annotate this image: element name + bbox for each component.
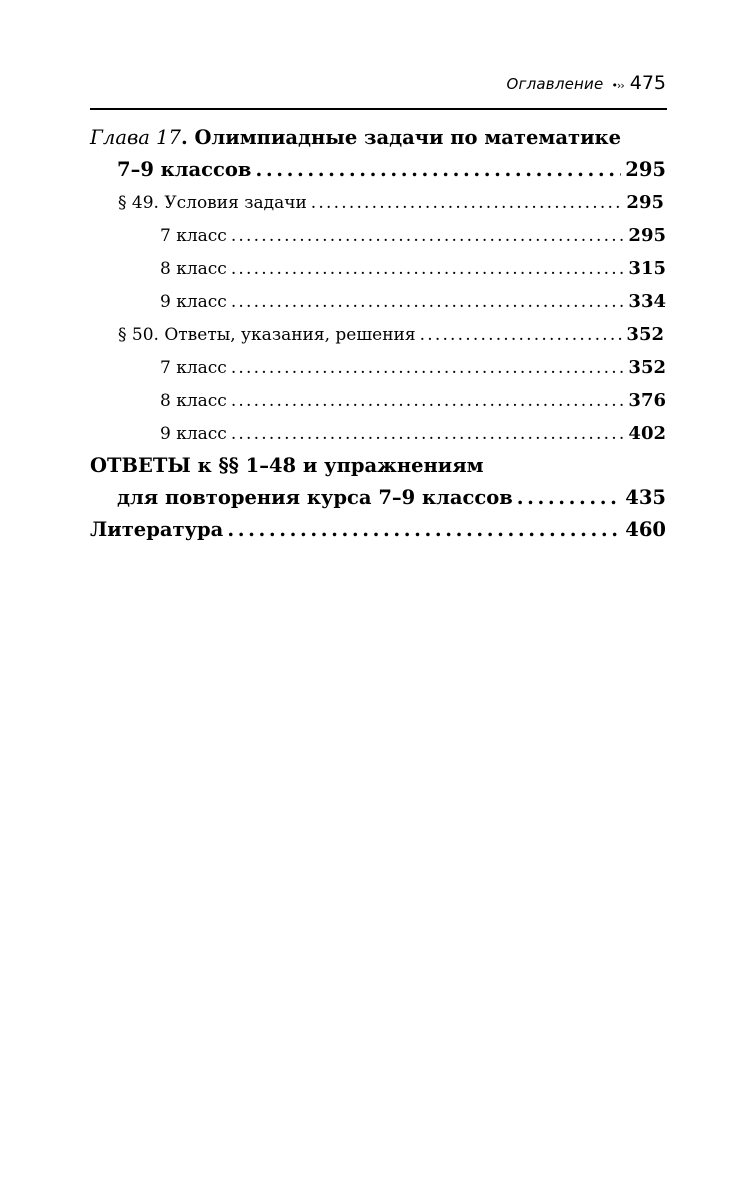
toc-page-number: 352 xyxy=(626,324,664,345)
item-title: 9 класс xyxy=(160,424,227,444)
item-title: 9 класс xyxy=(160,292,227,312)
toc-section50[interactable] xyxy=(90,318,666,351)
running-title: Оглавление xyxy=(506,75,604,93)
leader-dots xyxy=(420,319,623,352)
toc-chapter17-line1[interactable] xyxy=(90,122,666,154)
toc-page-number: 315 xyxy=(628,258,666,279)
toc-literature[interactable] xyxy=(90,514,666,546)
toc-page-number: 376 xyxy=(628,390,666,411)
answers-title-line2: для повторения курса 7–9 классов xyxy=(117,486,513,509)
section-title: § 50. Ответы, указания, решения xyxy=(118,325,416,345)
page-number: 475 xyxy=(629,72,666,94)
toc-chapter17-line2[interactable] xyxy=(90,154,666,186)
toc-page-number: 295 xyxy=(628,225,666,246)
toc-item[interactable] xyxy=(90,285,666,318)
leader-dots xyxy=(231,220,625,253)
toc-item[interactable] xyxy=(90,252,666,285)
toc-page-number: 352 xyxy=(628,357,666,378)
chapter-label: Глава 17 xyxy=(90,126,181,149)
toc-answers-line1[interactable] xyxy=(90,450,666,482)
leader-dots xyxy=(231,418,625,451)
running-header xyxy=(90,72,666,104)
toc-page-number: 295 xyxy=(626,192,664,213)
leader-dots xyxy=(231,385,625,418)
chapter-title-line2: 7–9 классов xyxy=(117,158,252,181)
toc-page-number: 334 xyxy=(628,291,666,312)
leader-dots xyxy=(255,154,621,186)
answers-title-line1: ОТВЕТЫ к §§ 1–48 и упражнениям xyxy=(90,454,484,477)
toc-item[interactable] xyxy=(90,384,666,417)
leader-dots xyxy=(231,253,625,286)
item-title: 7 класс xyxy=(160,226,227,246)
toc-page-number: 402 xyxy=(628,423,666,444)
item-title: 8 класс xyxy=(160,391,227,411)
toc-page-number: 435 xyxy=(625,486,666,509)
toc-item[interactable] xyxy=(90,219,666,252)
toc-page-number: 295 xyxy=(625,158,666,181)
toc-item[interactable] xyxy=(90,351,666,384)
item-title: 8 класс xyxy=(160,259,227,279)
chapter-title-line1: . Олимпиадные задачи по математике xyxy=(180,126,622,149)
header-separator: •›› xyxy=(611,79,624,92)
toc-section49[interactable] xyxy=(90,186,666,219)
leader-dots xyxy=(231,286,625,319)
toc-page-number: 460 xyxy=(625,518,666,541)
leader-dots xyxy=(311,187,623,220)
toc-answers-line2[interactable] xyxy=(90,482,666,514)
table-of-contents xyxy=(90,122,666,546)
section-title: § 49. Условия задачи xyxy=(118,193,307,213)
literature-title: Литература xyxy=(90,518,224,541)
leader-dots xyxy=(227,514,621,546)
leader-dots xyxy=(231,352,625,385)
header-rule xyxy=(90,108,667,110)
item-title: 7 класс xyxy=(160,358,227,378)
leader-dots xyxy=(517,482,622,514)
toc-item[interactable] xyxy=(90,417,666,450)
